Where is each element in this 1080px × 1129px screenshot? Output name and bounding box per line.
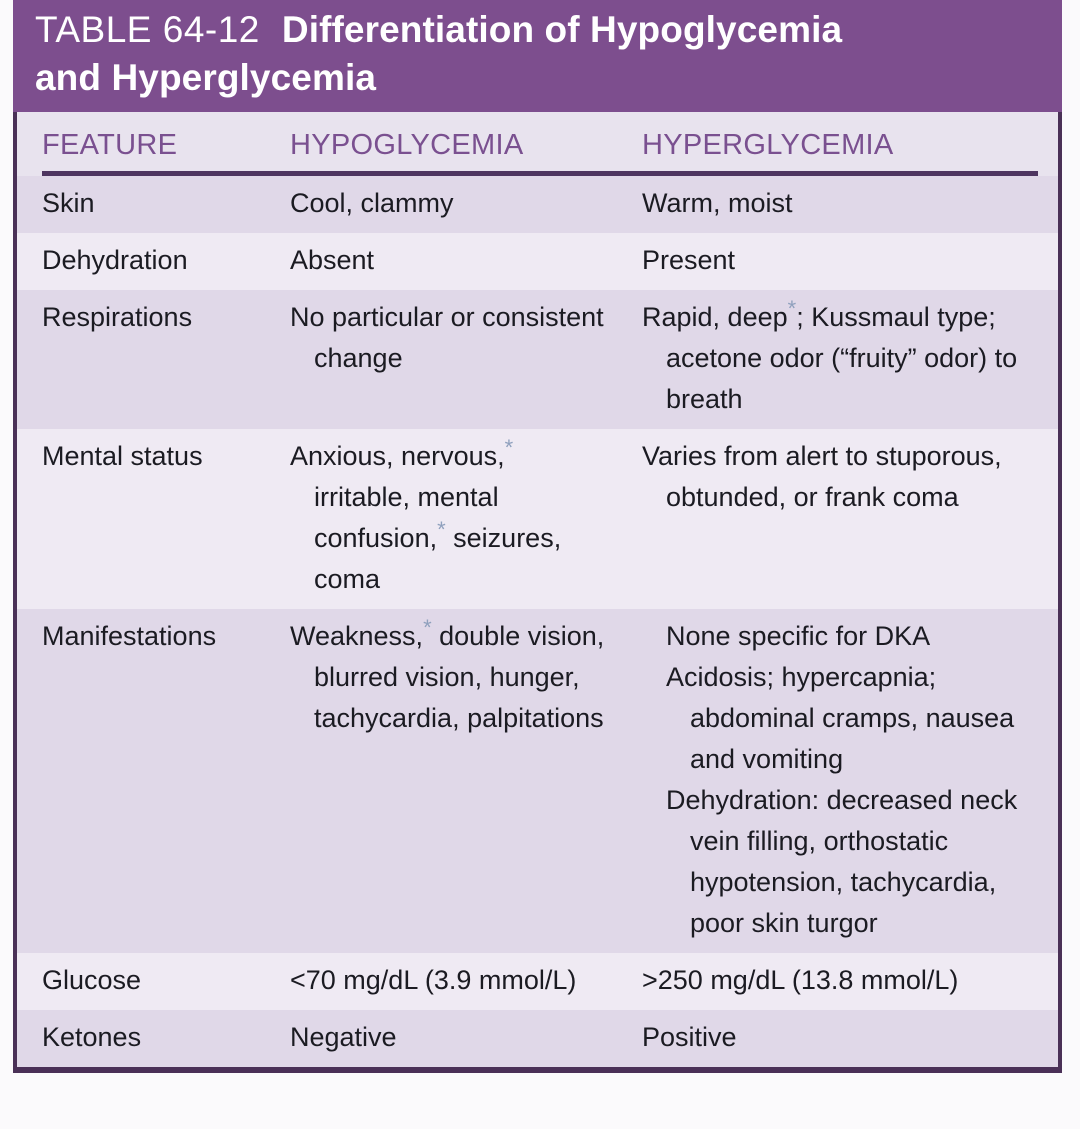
hypoglycemia-text-part-2: double vision, blurred vision, hunger, tachycardia, palpitations — [314, 621, 605, 733]
table-row — [17, 290, 1058, 429]
hypoglycemia-text-part-1: Weakness, — [290, 621, 424, 651]
column-header-rule — [42, 171, 1038, 176]
table-title-text-line-1: Differentiation of Hypoglycemia — [281, 9, 843, 50]
row-hypoglycemia-value: Absent — [290, 245, 375, 275]
table-body — [13, 112, 1062, 1073]
row-hyperglycemia-value: Present — [642, 245, 736, 275]
footnote-asterisk-icon: * — [437, 517, 446, 542]
row-hyperglycemia-value — [642, 616, 1044, 944]
table-title-band — [13, 0, 1062, 112]
table-row — [17, 953, 1058, 1010]
row-hypoglycemia-value: <70 mg/dL (3.9 mmol/L) — [290, 965, 577, 995]
row-hyperglycemia-value: Positive — [642, 1022, 737, 1052]
hyperglycemia-paragraph: Dehydration: decreased neck vein filling, orthostatic hypotension, tachycardia, poor skin turgor — [666, 785, 1018, 938]
row-feature-label: Skin — [42, 188, 95, 218]
row-hyperglycemia-value: Warm, moist — [642, 188, 793, 218]
column-header-hypoglycemia: HYPOGLYCEMIA — [290, 129, 524, 161]
row-hypoglycemia-value — [290, 436, 642, 600]
row-feature-label: Ketones — [42, 1022, 142, 1052]
row-feature-label: Mental status — [42, 441, 203, 471]
row-feature-label: Glucose — [42, 965, 142, 995]
table-row — [17, 1010, 1058, 1067]
row-hypoglycemia-value — [290, 616, 642, 944]
hyperglycemia-paragraph: Acidosis; hypercapnia; abdominal cramps, nausea and vomiting — [666, 662, 1015, 774]
column-header-feature: FEATURE — [42, 129, 178, 161]
footnote-asterisk-icon: * — [787, 296, 797, 321]
hypoglycemia-text-part-3: seizures, coma — [314, 523, 562, 594]
table-number-label: TABLE 64-12 — [35, 9, 260, 50]
column-header-hyperglycemia: HYPERGLYCEMIA — [642, 129, 894, 161]
footnote-asterisk-icon: * — [504, 435, 514, 460]
hypoglycemia-text-part-2: irritable, mental confusion, — [314, 482, 499, 553]
row-hyperglycemia-value: >250 mg/dL (13.8 mmol/L) — [642, 965, 959, 995]
table-row — [17, 429, 1058, 609]
row-hyperglycemia-value: Varies from alert to stuporous, obtunded, or frank coma — [642, 441, 1002, 512]
hyperglycemia-paragraph: None specific for DKA — [666, 621, 931, 651]
row-hyperglycemia-value — [642, 297, 1044, 420]
row-feature-label: Manifestations — [42, 621, 217, 651]
table-title-line-2: and Hyperglycemia — [35, 57, 377, 98]
row-hypoglycemia-value: No particular or consistent change — [290, 302, 604, 373]
table-row — [17, 609, 1058, 953]
footnote-asterisk-icon: * — [423, 615, 432, 640]
table-container — [13, 0, 1062, 1073]
table-row — [17, 176, 1058, 233]
clipped-footnote — [17, 1120, 537, 1129]
hyperglycemia-text-part-1: Rapid, deep — [642, 302, 788, 332]
table-title-line-1 — [35, 6, 1048, 54]
row-hypoglycemia-value: Cool, clammy — [290, 188, 454, 218]
table-row — [17, 233, 1058, 290]
hypoglycemia-text-part-1: Anxious, nervous, — [290, 441, 505, 471]
row-feature-label: Dehydration — [42, 245, 188, 275]
table-column-header-row — [17, 112, 1058, 176]
clipped-footnote-text — [17, 1120, 537, 1129]
row-hypoglycemia-value: Negative — [290, 1022, 397, 1052]
hyperglycemia-text-part-2: ; Kussmaul type; acetone odor (“fruity” odor) to breath — [666, 302, 1018, 414]
row-feature-label: Respirations — [42, 302, 193, 332]
